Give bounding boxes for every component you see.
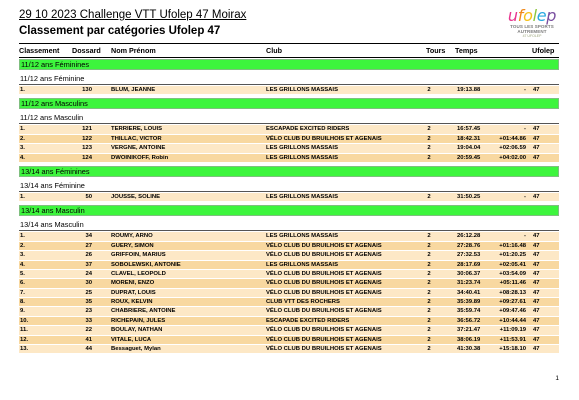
cell-rank: 1. (20, 233, 25, 240)
cell-rank: 10. (20, 317, 29, 324)
cell-gap: +09:27.61 (499, 299, 526, 306)
cell-rank: 13. (20, 346, 29, 353)
table-row (19, 279, 559, 288)
cell-name: GUERY, SIMON (111, 242, 154, 249)
cell-ufolep: 47 (533, 233, 540, 240)
category-subtitle: 13/14 ans Féminine (19, 180, 559, 192)
cell-tours: 2 (427, 299, 431, 306)
cell-dossard: 122 (82, 135, 92, 142)
cell-tours: 2 (427, 145, 431, 152)
table-row (19, 345, 559, 354)
table-row (19, 298, 559, 307)
cell-rank: 1. (20, 126, 25, 133)
cell-name: THILLAC, VICTOR (111, 135, 162, 142)
cell-club: VÉLO CLUB DU BRUILHOIS ET AGENAIS (266, 280, 382, 287)
cell-rank: 7. (20, 289, 25, 296)
cell-gap: +10:44.44 (499, 317, 526, 324)
cell-club: VÉLO CLUB DU BRUILHOIS ET AGENAIS (266, 336, 382, 343)
col-header-name: Nom Prénom (111, 46, 156, 55)
cell-club: VÉLO CLUB DU BRUILHOIS ET AGENAIS (266, 346, 382, 353)
cell-time: 16:57.45 (457, 126, 481, 133)
cell-dossard: 123 (82, 145, 92, 152)
cell-tours: 2 (427, 261, 431, 268)
cell-time: 19:04.04 (457, 145, 481, 152)
cell-gap: +03:54.09 (499, 270, 526, 277)
cell-ufolep: 47 (533, 145, 540, 152)
cell-rank: 1. (20, 87, 25, 93)
cell-time: 28:17.69 (457, 261, 481, 268)
cell-rank: 3. (20, 252, 25, 259)
cell-rank: 4. (20, 261, 25, 268)
cell-time: 41:30.38 (457, 346, 481, 353)
results-table (19, 59, 559, 357)
cell-rank: 3. (20, 145, 25, 152)
category-band: 13/14 ans Féminines (19, 166, 559, 177)
column-headers (19, 44, 559, 57)
cell-dossard: 130 (82, 87, 92, 93)
cell-dossard: 25 (85, 289, 92, 296)
cell-tours: 2 (427, 193, 431, 200)
table-row (19, 144, 559, 153)
cell-name: DWOINIKOFF, Robin (111, 154, 169, 161)
col-header-dossard: Dossard (72, 46, 101, 55)
cell-club: VÉLO CLUB DU BRUILHOIS ET AGENAIS (266, 327, 382, 334)
cell-time: 34:40.41 (457, 289, 481, 296)
cell-time: 38:06.19 (457, 336, 481, 343)
cell-time: 20:59.45 (457, 154, 481, 161)
table-row (19, 307, 559, 316)
cell-name: ROUMY, ARNO (111, 233, 153, 240)
table-row (19, 86, 559, 95)
cell-club: LES GRILLONS MASSAIS (266, 145, 339, 152)
cell-tours: 2 (427, 308, 431, 315)
cell-club: VÉLO CLUB DU BRUILHOIS ET AGENAIS (266, 270, 382, 277)
cell-dossard: 22 (85, 327, 92, 334)
table-row (19, 289, 559, 298)
cell-time: 30:06.37 (457, 270, 481, 277)
cell-gap: +01:16.48 (499, 242, 526, 249)
cell-rank: 4. (20, 154, 25, 161)
cell-dossard: 24 (85, 270, 92, 277)
cell-name: ROUX, KELVIN (111, 299, 153, 306)
cell-dossard: 35 (85, 299, 92, 306)
cell-dossard: 124 (82, 154, 92, 161)
cell-club: ESCAPADE EXCITED RIDERS (266, 317, 350, 324)
cell-club: LES GRILLONS MASSAIS (266, 87, 339, 93)
cell-dossard: 30 (85, 280, 92, 287)
cell-name: DUPRAT, LOUIS (111, 289, 156, 296)
cell-gap: +11:53.91 (499, 336, 526, 343)
cell-name: CLAVEL, LEOPOLD (111, 270, 166, 277)
cell-tours: 2 (427, 87, 431, 93)
document-subtitle: Classement par catégories Ufolep 47 (19, 25, 221, 37)
header-rule-bottom (19, 57, 559, 58)
cell-gap: +02:05.41 (499, 261, 526, 268)
table-row (19, 135, 559, 144)
cell-rank: 9. (20, 308, 25, 315)
category-subtitle: 13/14 ans Masculin (19, 219, 559, 231)
cell-time: 37:21.47 (457, 327, 481, 334)
cell-gap: +09:47.46 (499, 308, 526, 315)
table-row (19, 326, 559, 335)
cell-ufolep: 47 (533, 289, 540, 296)
table-row (19, 193, 559, 202)
cell-ufolep: 47 (533, 317, 540, 324)
cell-gap: - (524, 87, 526, 93)
cell-club: LES GRILLONS MASSAIS (266, 154, 339, 161)
cell-tours: 2 (427, 280, 431, 287)
cell-time: 18:42.31 (457, 135, 481, 142)
cell-dossard: 44 (85, 346, 92, 353)
cell-time: 31:23.74 (457, 280, 481, 287)
cell-ufolep: 47 (533, 308, 540, 315)
cell-gap: - (524, 193, 526, 200)
cell-dossard: 50 (85, 193, 92, 200)
logo-wordmark: ufolep (507, 6, 557, 25)
table-row (19, 154, 559, 163)
cell-name: TERRIERE, LOUIS (111, 126, 163, 133)
cell-tours: 2 (427, 317, 431, 324)
cell-time: 27:32.53 (457, 252, 481, 259)
table-row (19, 232, 559, 241)
cell-time: 36:56.72 (457, 317, 481, 324)
cell-club: VÉLO CLUB DU BRUILHOIS ET AGENAIS (266, 308, 382, 315)
category-band: 11/12 ans Masculins (19, 98, 559, 109)
cell-gap: +01:44.86 (499, 135, 526, 142)
category-subtitle: 11/12 ans Féminine (19, 73, 559, 85)
cell-rank: 5. (20, 270, 25, 277)
group-spacer (19, 354, 559, 357)
cell-name: BOULAY, NATHAN (111, 327, 163, 334)
table-row (19, 261, 559, 270)
col-header-club: Club (266, 46, 282, 55)
document-title: 29 10 2023 Challenge VTT Ufolep 47 Moirax (19, 9, 247, 21)
cell-ufolep: 47 (533, 327, 540, 334)
table-row (19, 317, 559, 326)
cell-name: RICHEPAIN, JULES (111, 317, 166, 324)
cell-ufolep: 47 (533, 126, 540, 133)
cell-gap: +01:20.25 (499, 252, 526, 259)
table-row (19, 270, 559, 279)
cell-time: 31:50.25 (457, 193, 481, 200)
cell-name: JOUSSE, SOLINE (111, 193, 161, 200)
cell-gap: +02:06.59 (499, 145, 526, 152)
cell-gap: +05:11.46 (499, 280, 526, 287)
cell-dossard: 34 (85, 233, 92, 240)
cell-tours: 2 (427, 327, 431, 334)
cell-club: LES GRILLONS MASSAIS (266, 233, 339, 240)
cell-rank: 12. (20, 336, 29, 343)
cell-tours: 2 (427, 270, 431, 277)
logo-tagline: TOUS LES SPORTS AUTREMENT (510, 24, 554, 34)
cell-time: 35:39.89 (457, 299, 481, 306)
cell-tours: 2 (427, 233, 431, 240)
cell-club: VÉLO CLUB DU BRUILHOIS ET AGENAIS (266, 135, 382, 142)
ufolep-logo (500, 8, 564, 38)
category-band: 11/12 ans Féminines (19, 59, 559, 70)
cell-dossard: 37 (85, 261, 92, 268)
cell-club: LES GRILLONS MASSAIS (266, 261, 339, 268)
cell-tours: 2 (427, 289, 431, 296)
cell-ufolep: 47 (533, 252, 540, 259)
cell-ufolep: 47 (533, 242, 540, 249)
cell-name: VITALE, LUCA (111, 336, 152, 343)
col-header-rank: Classement (19, 46, 60, 55)
cell-ufolep: 47 (533, 280, 540, 287)
cell-dossard: 27 (85, 242, 92, 249)
cell-dossard: 41 (85, 336, 92, 343)
cell-dossard: 23 (85, 308, 92, 315)
cell-tours: 2 (427, 252, 431, 259)
cell-dossard: 26 (85, 252, 92, 259)
cell-dossard: 33 (85, 317, 92, 324)
cell-tours: 2 (427, 242, 431, 249)
table-row (19, 336, 559, 345)
cell-ufolep: 47 (533, 346, 540, 353)
category-subtitle: 11/12 ans Masculin (19, 112, 559, 124)
cell-ufolep: 47 (533, 299, 540, 306)
cell-rank: 11. (20, 327, 28, 334)
cell-gap: +04:02.00 (499, 154, 526, 161)
cell-gap: - (524, 126, 526, 133)
cell-name: CHABRIERE, ANTOINE (111, 308, 176, 315)
cell-time: 27:28.76 (457, 242, 481, 249)
cell-name: MORENI, ENZO (111, 280, 155, 287)
category-band: 13/14 ans Masculin (19, 205, 559, 216)
cell-gap: +08:28.13 (499, 289, 526, 296)
cell-time: 26:12.28 (457, 233, 481, 240)
cell-ufolep: 47 (533, 193, 540, 200)
table-row (19, 125, 559, 134)
cell-ufolep: 47 (533, 270, 540, 277)
cell-time: 19:13.88 (457, 87, 481, 93)
cell-ufolep: 47 (533, 336, 540, 343)
cell-tours: 2 (427, 154, 431, 161)
cell-tours: 2 (427, 126, 431, 133)
cell-ufolep: 47 (533, 87, 540, 93)
col-header-tours: Tours (426, 46, 446, 55)
cell-rank: 2. (20, 135, 25, 142)
cell-club: ESCAPADE EXCITED RIDERS (266, 126, 350, 133)
cell-rank: 2. (20, 242, 25, 249)
cell-club: VÉLO CLUB DU BRUILHOIS ET AGENAIS (266, 242, 382, 249)
cell-name: Bessaguet, Mylan (111, 346, 161, 353)
cell-rank: 1. (20, 193, 25, 200)
cell-time: 35:59.74 (457, 308, 481, 315)
cell-name: SOBOLEWSKI, ANTONIE (111, 261, 181, 268)
cell-club: LES GRILLONS MASSAIS (266, 193, 339, 200)
table-row (19, 251, 559, 260)
document-header (19, 8, 564, 39)
cell-rank: 8. (20, 299, 25, 306)
cell-tours: 2 (427, 336, 431, 343)
cell-tours: 2 (427, 135, 431, 142)
cell-ufolep: 47 (533, 135, 540, 142)
cell-rank: 6. (20, 280, 25, 287)
col-header-time: Temps (455, 46, 478, 55)
cell-ufolep: 47 (533, 154, 540, 161)
page-number: 1 (555, 375, 559, 382)
cell-tours: 2 (427, 346, 431, 353)
cell-name: GRIFFOIN, MARIUS (111, 252, 166, 259)
cell-gap: +11:09.19 (499, 327, 526, 334)
cell-dossard: 121 (82, 126, 92, 133)
cell-club: VÉLO CLUB DU BRUILHOIS ET AGENAIS (266, 252, 382, 259)
logo-tagline-secondary: 47 UFOLEP (522, 34, 542, 38)
cell-gap: +15:18.10 (499, 346, 526, 353)
cell-name: VERGNE, ANTOINE (111, 145, 166, 152)
table-row (19, 242, 559, 251)
cell-ufolep: 47 (533, 261, 540, 268)
cell-club: CLUB VTT DES ROCHERS (266, 299, 340, 306)
cell-name: BLUM, JEANNE (111, 87, 156, 93)
col-header-ufolep: Ufolep (532, 46, 555, 55)
cell-gap: - (524, 233, 526, 240)
cell-club: VÉLO CLUB DU BRUILHOIS ET AGENAIS (266, 289, 382, 296)
